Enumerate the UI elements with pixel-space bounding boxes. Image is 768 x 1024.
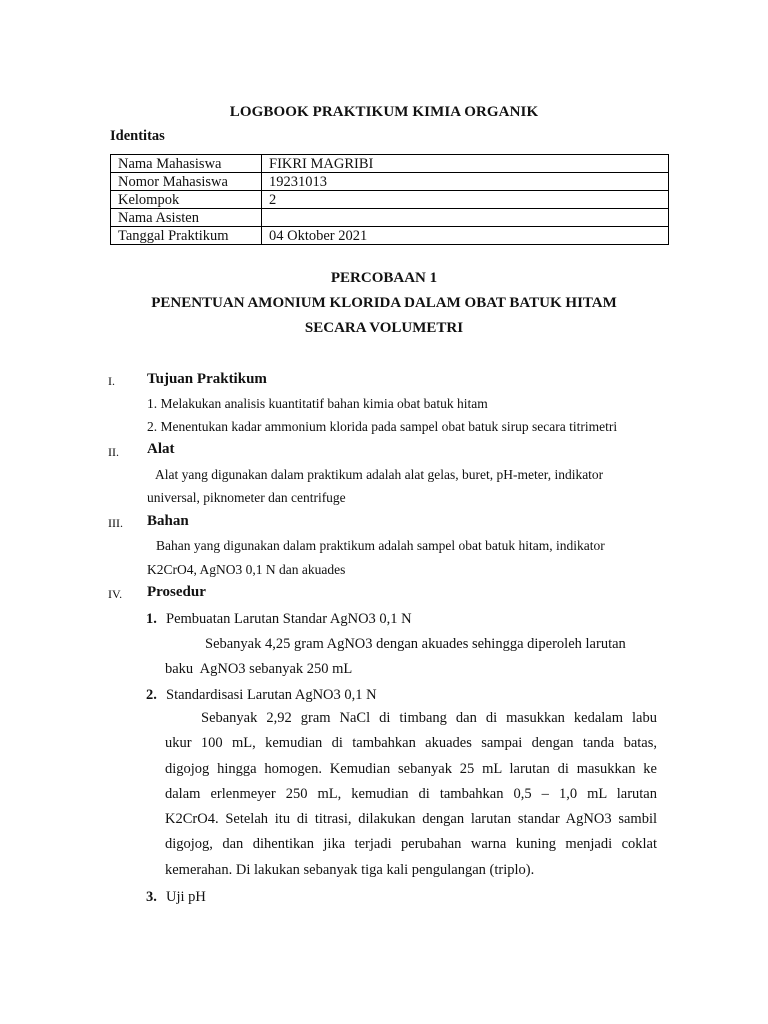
alat-line-1: Alat yang digunakan dalam praktikum adalah alat gelas, buret, pH-meter, indikator [155, 467, 604, 482]
tujuan-item-1: 1. Melakukan analisis kuantitatif bahan kimia obat batuk hitam [147, 396, 488, 411]
section-numeral: IV. [108, 587, 123, 601]
step-2-line: ukur 100 mL, kemudian di tambahkan akuades sampai dengan tanda batas, [165, 735, 657, 752]
tujuan-item-2: 2. Menentukan kadar ammonium klorida pada sampel obat batuk sirup secara titrimetri [147, 419, 618, 434]
step-3-title: Uji pH [166, 889, 206, 905]
section-numeral: II. [108, 445, 119, 459]
table-row [111, 191, 669, 209]
table-cell-value: 19231013 [262, 173, 669, 191]
section-title-bahan: Bahan [147, 513, 189, 529]
table-cell-value [262, 209, 669, 227]
section-numeral: I. [108, 374, 115, 388]
table-cell-label: Kelompok [111, 191, 262, 209]
step-number: 2. [146, 687, 157, 703]
percobaan-heading: PERCOBAAN 1 [330, 270, 438, 286]
step-2-line: digojog hingga homogen. Kemudian sebanyak 25 mL larutan di masukkan ke [165, 760, 657, 777]
step-1-line-1: Sebanyak 4,25 gram AgNO3 dengan akuades sehingga diperoleh larutan [205, 636, 626, 652]
step-2-line: kemerahan. Di lakukan sebanyak tiga kali pengulangan (triplo). [165, 861, 535, 878]
step-2-line: K2CrO4. Setelah itu di titrasi, dilakukan dengan larutan standar AgNO3 sambil [165, 811, 657, 828]
step-2-line: Sebanyak 2,92 gram NaCl di timbang dan di masukkan kedalam labu [201, 710, 657, 726]
step-2-paragraph [165, 706, 657, 883]
step-number: 1. [146, 611, 157, 627]
step-2-line: dalam erlenmeyer 250 mL, kemudian di tambahkan 0,5 – 1,0 mL larutan [165, 785, 657, 802]
step-1-line-2: baku AgNO3 sebanyak 250 mL [165, 661, 353, 677]
section-title-tujuan: Tujuan Praktikum [147, 371, 267, 387]
bahan-line-2: K2CrO4, AgNO3 0,1 N dan akuades [147, 562, 346, 577]
table-cell-value: 04 Oktober 2021 [262, 227, 669, 245]
section-title-alat: Alat [147, 441, 175, 457]
table-cell-value: FIKRI MAGRIBI [262, 155, 669, 173]
step-number: 3. [146, 889, 157, 905]
table-cell-label: Nama Mahasiswa [111, 155, 262, 173]
experiment-title-line-2: SECARA VOLUMETRI [304, 320, 464, 336]
step-1-title: Pembuatan Larutan Standar AgNO3 0,1 N [166, 611, 412, 627]
step-2-title: Standardisasi Larutan AgNO3 0,1 N [166, 687, 377, 703]
table-row [111, 155, 669, 173]
identitas-label: Identitas [110, 128, 165, 144]
table-row [111, 209, 669, 227]
table-cell-label: Tanggal Praktikum [111, 227, 262, 245]
table-cell-value: 2 [262, 191, 669, 209]
section-numeral: III. [108, 516, 123, 530]
experiment-title-line-1: PENENTUAN AMONIUM KLORIDA DALAM OBAT BATUK HITAM [151, 295, 617, 311]
identitas-table [110, 154, 669, 245]
document-title: LOGBOOK PRAKTIKUM KIMIA ORGANIK [229, 104, 539, 120]
table-row [111, 227, 669, 245]
table-cell-label: Nomor Mahasiswa [111, 173, 262, 191]
alat-line-2: universal, piknometer dan centrifuge [147, 490, 346, 505]
bahan-line-1: Bahan yang digunakan dalam praktikum adalah sampel obat batuk hitam, indikator [156, 538, 605, 553]
section-title-prosedur: Prosedur [147, 584, 206, 600]
step-2-line: digojog, dan dihentikan jika terjadi perubahan warna kuning menjadi coklat [165, 836, 657, 853]
table-cell-label: Nama Asisten [111, 209, 262, 227]
table-row [111, 173, 669, 191]
